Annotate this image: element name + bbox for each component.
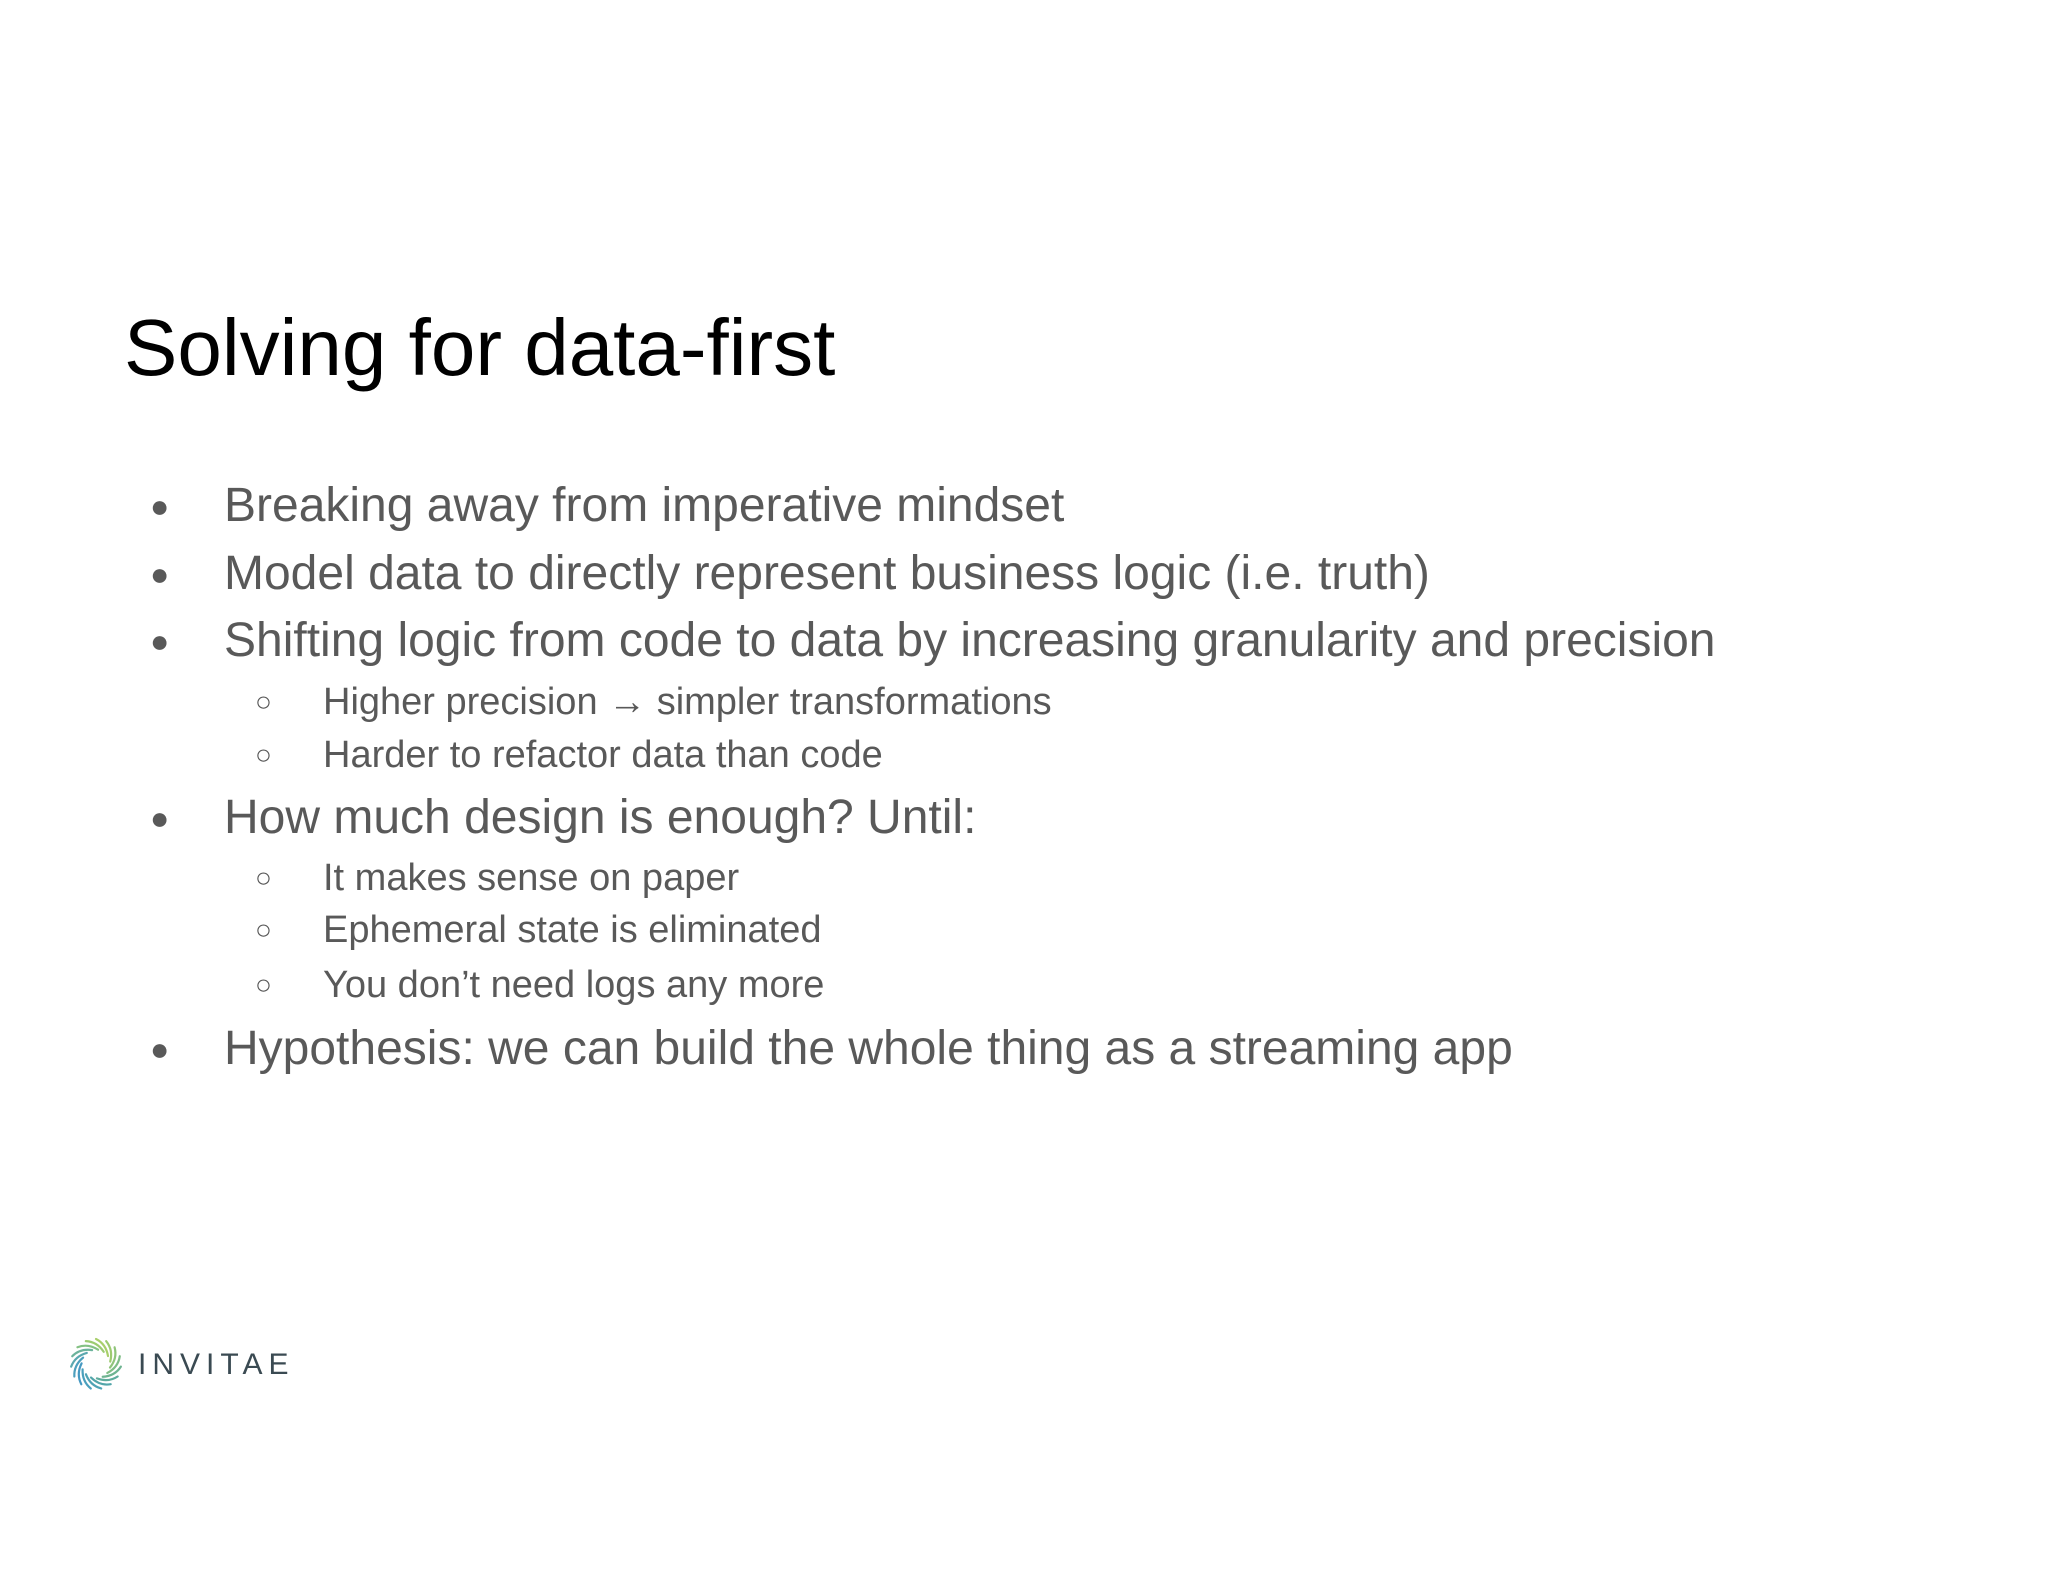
slide-title: Solving for data-first (124, 303, 836, 392)
bullet-marker: ● (150, 1031, 170, 1067)
bullet-marker: ● (150, 556, 170, 592)
invitae-logo (68, 1336, 295, 1396)
sub-bullet-text: Higher precision → simpler transformations (323, 681, 1052, 723)
bullet-text: How much design is enough? Until: (224, 791, 977, 844)
sub-bullet-text: You don’t need logs any more (323, 964, 825, 1006)
sub-bullet-marker: ○ (255, 914, 272, 945)
invitae-swirl-icon (68, 1336, 124, 1392)
sub-bullet-text: It makes sense on paper (323, 857, 740, 899)
logo-wordmark: INVITAE (138, 1348, 295, 1381)
sub-bullet-marker: ○ (255, 969, 272, 1000)
bullet-text: Model data to directly represent business logic (i.e. truth) (224, 547, 1430, 600)
bullet-text: Breaking away from imperative mindset (224, 479, 1065, 532)
sub-bullet-marker: ○ (255, 739, 272, 770)
sub-bullet-marker: ○ (255, 686, 272, 717)
bullet-text: Shifting logic from code to data by increasing granularity and precision (224, 614, 1716, 667)
bullet-marker: ● (150, 488, 170, 524)
sub-bullet-marker: ○ (255, 862, 272, 893)
sub-bullet-text: Harder to refactor data than code (323, 734, 883, 776)
bullet-text: Hypothesis: we can build the whole thing as a streaming app (224, 1022, 1513, 1075)
bullet-marker: ● (150, 800, 170, 836)
bullet-marker: ● (150, 623, 170, 659)
sub-bullet-text: Ephemeral state is eliminated (323, 909, 822, 951)
